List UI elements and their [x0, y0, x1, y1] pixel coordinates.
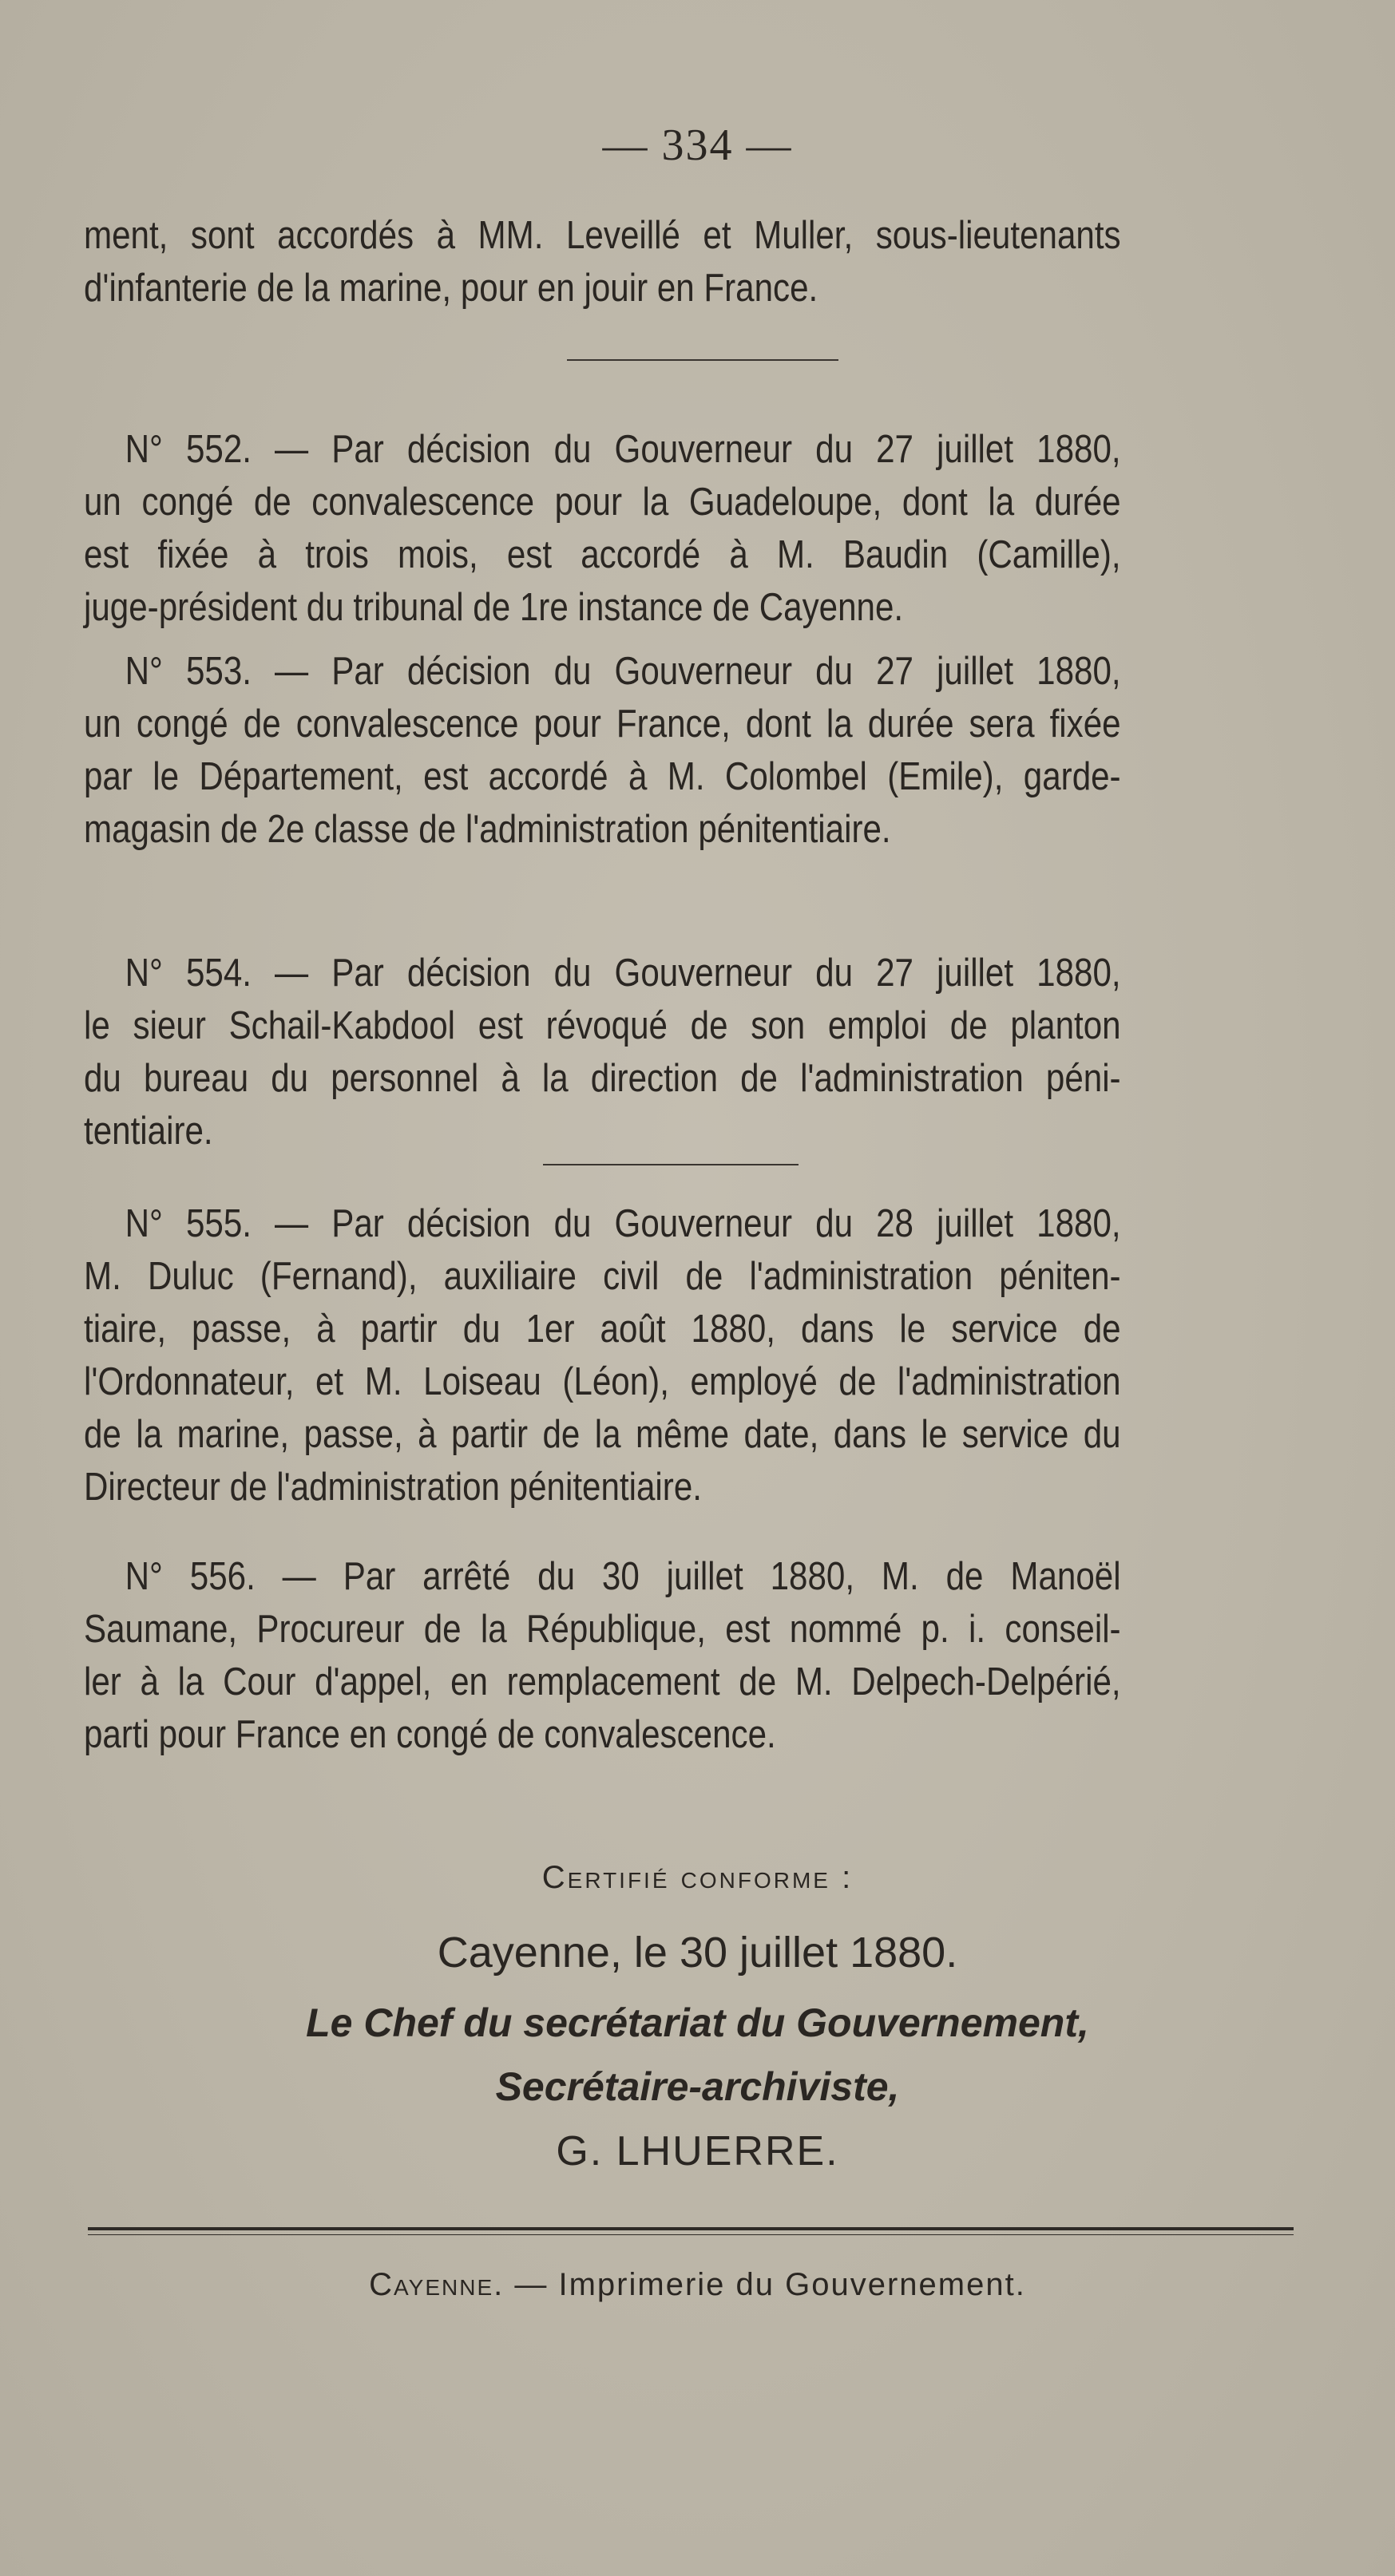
separator-rule — [567, 359, 838, 361]
imprint-printer: — Imprimerie du Gouvernement. — [514, 2267, 1026, 2302]
entry-line: N° 554. — Par décision du Gouverneur du 27 juillet 1880, — [125, 952, 1121, 995]
entry-552 — [84, 423, 1121, 634]
entry-line: N° 552. — Par décision du Gouverneur du 27 juillet 1880, — [125, 428, 1121, 471]
entry-554 — [84, 947, 1121, 1157]
entry-line: par le Département, est accordé à M. Colombel (Emile), garde- — [84, 755, 1121, 798]
printer-imprint — [0, 2267, 1395, 2303]
entry-line: le sieur Schail-Kabdool est révoqué de son emploi de planton — [84, 1004, 1121, 1047]
entry-line: est fixée à trois mois, est accordé à M. Baudin (Camille), — [84, 533, 1121, 576]
entry-line: de la marine, passe, à partir de la même date, dans le service du — [84, 1413, 1121, 1456]
signatory-name: G. LHUERRE. — [556, 2128, 839, 2174]
entry-line: tentiaire. — [84, 1110, 213, 1153]
entry-556 — [84, 1550, 1121, 1761]
footer-double-rule — [88, 2227, 1294, 2235]
certification-title: Certifié conforme : — [541, 1860, 854, 1895]
page-number: — 334 — — [602, 121, 793, 170]
entry-line: ler à la Cour d'appel, en remplacement de M. Delpech-Delpérié, — [84, 1660, 1121, 1703]
entry-line: N° 556. — Par arrêté du 30 juillet 1880, M. de Manoël — [125, 1555, 1121, 1598]
entry-line: N° 555. — Par décision du Gouverneur du 28 juillet 1880, — [125, 1202, 1121, 1245]
entry-line: Saumane, Procureur de la République, est nommé p. i. conseil- — [84, 1608, 1121, 1651]
entry-line: tiaire, passe, à partir du 1er août 1880, dans le service de — [84, 1308, 1121, 1351]
entry-line: Directeur de l'administration pénitentiaire. — [84, 1466, 702, 1509]
certification-role: Secrétaire-archiviste, — [495, 2064, 900, 2109]
entry-line: un congé de convalescence pour France, dont la durée sera fixée — [84, 702, 1121, 746]
intro-paragraph — [84, 209, 1121, 315]
intro-line: ment, sont accordés à MM. Leveillé et Muller, sous-lieutenants — [84, 214, 1121, 257]
entry-553 — [84, 645, 1121, 856]
separator-rule — [543, 1164, 799, 1165]
entry-line: parti pour France en congé de convalescence. — [84, 1713, 776, 1756]
entry-line: M. Duluc (Fernand), auxiliaire civil de l'administration péniten- — [84, 1255, 1121, 1298]
intro-line: d'infanterie de la marine, pour en jouir en France. — [84, 267, 818, 310]
entry-555 — [84, 1197, 1121, 1514]
certification-role: Le Chef du secrétariat du Gouvernement, — [306, 2000, 1089, 2045]
certification-place-date: Cayenne, le 30 juillet 1880. — [437, 1929, 958, 1977]
entry-line: un congé de convalescence pour la Guadeloupe, dont la durée — [84, 481, 1121, 524]
entry-line: N° 553. — Par décision du Gouverneur du 27 juillet 1880, — [125, 650, 1121, 693]
imprint-city: Cayenne. — [369, 2267, 505, 2302]
entry-line: du bureau du personnel à la direction de l'administration péni- — [84, 1057, 1121, 1100]
entry-line: magasin de 2e classe de l'administration pénitentiaire. — [84, 808, 891, 851]
entry-line: juge-président du tribunal de 1re instance de Cayenne. — [84, 586, 904, 629]
entry-line: l'Ordonnateur, et M. Loiseau (Léon), employé de l'administration — [84, 1360, 1121, 1403]
